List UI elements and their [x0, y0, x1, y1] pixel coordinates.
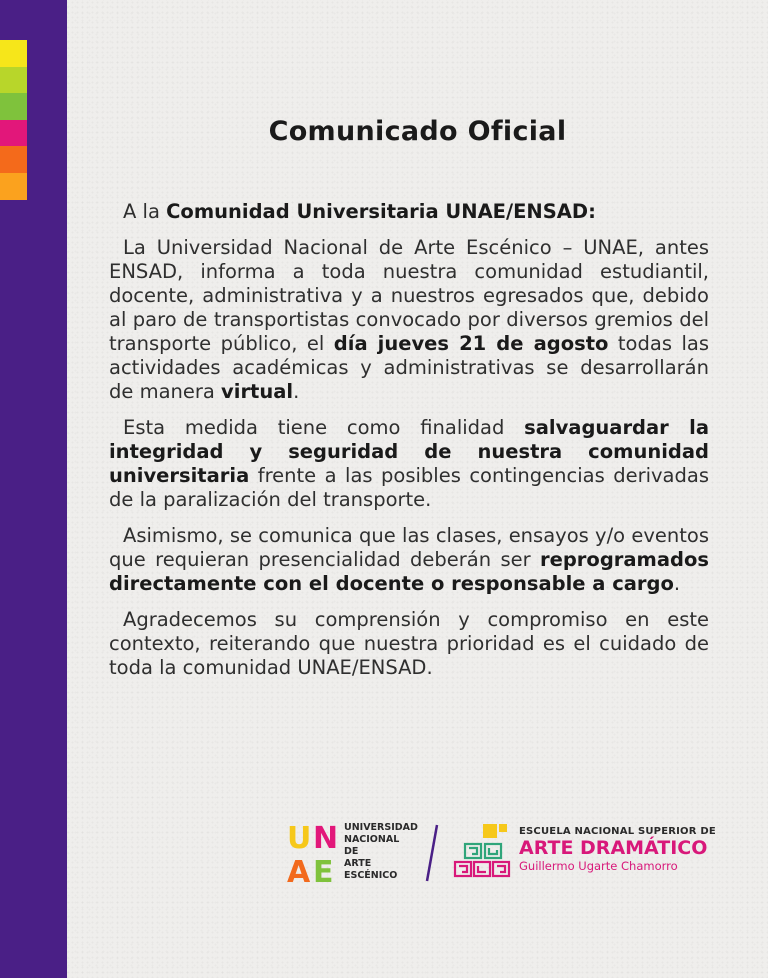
- ensad-arte-dramatico: ARTE DRAMÁTICO: [519, 837, 708, 859]
- paragraph: [109, 608, 709, 680]
- ensad-logo-text: [519, 826, 716, 873]
- bold-text: día jueves 21 de agosto: [333, 332, 609, 355]
- unae-logo-line: UNIVERSIDAD: [344, 822, 418, 833]
- unae-logo-line: ESCÉNICO: [344, 870, 398, 881]
- paragraph: [109, 524, 709, 596]
- unae-letter: U: [287, 821, 312, 856]
- paragraph: [109, 200, 709, 224]
- text-run: A la: [123, 200, 167, 223]
- header: [0, 116, 768, 147]
- bold-text: reprogramados directamente con el docente o responsable a cargo: [109, 548, 709, 595]
- text-run: Agradecemos su comprensión y compromiso en este contexto, reiterando que nuestra prioridad es el cuidado de toda la comunidad UNAE/ENSAD.: [109, 608, 709, 679]
- text-run: .: [293, 380, 300, 403]
- ensad-honoree: Guillermo Ugarte Chamorro: [519, 859, 678, 873]
- unae-letter: E: [313, 855, 334, 884]
- text-run: Asimismo, se comunica que las clases, ensayos y/o eventos que requieran presencialidad deberán ser: [109, 524, 709, 571]
- ensad-logo-mark: [453, 822, 511, 882]
- page-title: Comunicado Oficial: [268, 116, 567, 147]
- text-run: La Universidad Nacional de Arte Escénico – UNAE, antes ENSAD, informa a toda nuestra comunidad estudiantil, docente, administrativa y a nuestros egresados que, debido al paro de transportistas convocado por diversos gremios del transporte público, el: [109, 236, 709, 355]
- color-strip: [0, 40, 27, 67]
- text-run: Esta medida tiene como finalidad: [123, 416, 525, 439]
- unae-logo-mark: [287, 820, 339, 884]
- color-strip: [0, 146, 27, 173]
- logo-divider-slash: [425, 824, 439, 882]
- announcement-body: [109, 200, 709, 692]
- unae-letter: A: [287, 855, 311, 884]
- unae-logo-line: NACIONAL: [344, 834, 400, 845]
- text-run: .: [673, 572, 681, 595]
- bold-text: Comunidad Universitaria UNAE/ENSAD:: [166, 200, 596, 223]
- color-strip: [0, 173, 27, 200]
- footer-logos: [287, 820, 717, 890]
- paragraph: [109, 416, 709, 512]
- bold-text: salvaguardar la integridad y seguridad de nuestra comunidad universitaria: [109, 416, 709, 487]
- text-run: frente a las posibles contingencias derivadas de la paralización del transporte.: [109, 464, 709, 511]
- unae-logo-text: [344, 822, 418, 882]
- ensad-school-name: ESCUELA NACIONAL SUPERIOR DE: [519, 826, 716, 837]
- bold-text: virtual: [221, 380, 294, 403]
- unae-letter: N: [313, 821, 339, 856]
- text-run: todas las actividades académicas y administrativas se desarrollarán de manera: [109, 332, 709, 403]
- color-strip: [0, 67, 27, 94]
- paragraph: [109, 236, 709, 404]
- unae-logo-line: DE: [344, 846, 359, 857]
- unae-logo-line: ARTE: [344, 858, 372, 869]
